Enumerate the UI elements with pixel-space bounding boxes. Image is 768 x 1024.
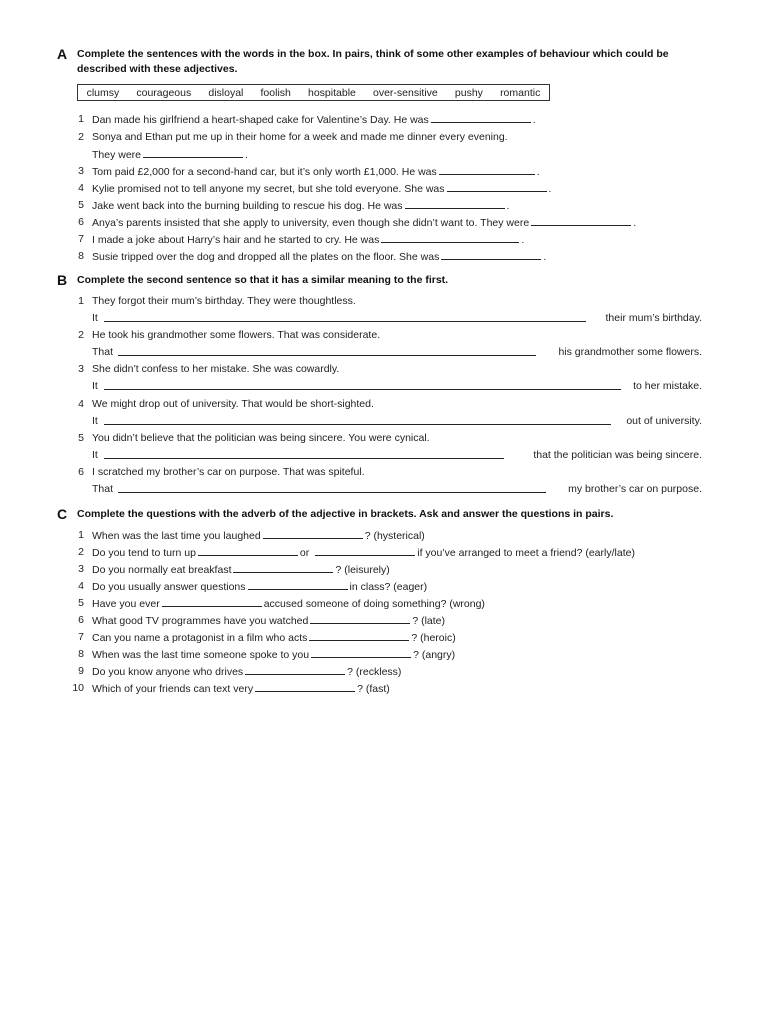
b-item-5-answer (0, 447, 768, 463)
answer-blank[interactable] (198, 544, 298, 556)
item-end: . (548, 183, 552, 195)
item-end: . (633, 217, 637, 229)
item-hint: ? (fast) (357, 683, 390, 695)
item-end: . (536, 166, 540, 178)
item-number: 6 (78, 614, 84, 626)
item-number: 1 (78, 529, 84, 541)
answer-lead: That (92, 483, 114, 495)
item-text: Which of your friends can text very (92, 683, 254, 695)
item-number: 2 (78, 131, 84, 143)
item-end: . (543, 251, 547, 263)
answer-blank[interactable] (263, 527, 363, 539)
answer-lead: It (92, 449, 98, 461)
word: over-sensitive (373, 86, 438, 99)
c-item-7 (0, 629, 768, 645)
c-item-10 (0, 680, 768, 696)
answer-blank[interactable] (447, 180, 547, 192)
section-a-instruction: Complete the sentences with the words in the box. In pairs, think of some other examples of behaviour which could be described with these adjectives. (77, 48, 669, 75)
item-hint: if you’ve arranged to meet a friend? (early/late) (417, 547, 635, 559)
item-number: 9 (78, 665, 84, 677)
answer-line[interactable] (104, 447, 504, 459)
a-item-2 (0, 129, 768, 145)
answer-blank[interactable] (315, 544, 415, 556)
item-prompt: We might drop out of university. That would be short-sighted. (92, 398, 374, 410)
b-item-4-answer (0, 413, 768, 429)
answer-lead: It (92, 415, 98, 427)
item-number: 5 (78, 597, 84, 609)
a-item-3 (0, 163, 768, 179)
item-number: 5 (78, 199, 84, 211)
item-text: They were (92, 149, 142, 161)
answer-line[interactable] (118, 481, 546, 493)
item-number: 7 (78, 233, 84, 245)
item-hint: ? (leisurely) (335, 564, 390, 576)
item-text: Do you usually answer questions (92, 581, 246, 593)
item-text: Do you know anyone who drives (92, 666, 244, 678)
answer-tail: to her mistake. (633, 380, 702, 392)
item-number: 1 (78, 113, 84, 125)
b-item-1-answer (0, 310, 768, 326)
answer-lead: It (92, 380, 98, 392)
item-text: Anya’s parents insisted that she apply to university, even though she didn’t want to. They were (92, 217, 530, 229)
answer-blank[interactable] (245, 663, 345, 675)
answer-line[interactable] (118, 344, 536, 356)
b-item-3-answer (0, 378, 768, 394)
answer-tail: that the politician was being sincere. (533, 449, 702, 461)
answer-tail: their mum’s birthday. (605, 312, 702, 324)
item-number: 3 (78, 165, 84, 177)
b-item-2-answer (0, 344, 768, 360)
item-hint: ? (angry) (413, 649, 456, 661)
item-number: 4 (78, 182, 84, 194)
word: foolish (260, 86, 291, 99)
answer-lead: It (92, 312, 98, 324)
b-item-6 (0, 464, 768, 480)
answer-tail: his grandmother some flowers. (558, 346, 702, 358)
answer-blank[interactable] (310, 612, 410, 624)
item-end: . (245, 149, 248, 161)
section-c-letter: C (57, 506, 68, 522)
answer-lead: That (92, 346, 114, 358)
c-item-2 (0, 544, 768, 560)
c-item-6 (0, 612, 768, 628)
answer-blank[interactable] (233, 561, 333, 573)
answer-tail: out of university. (626, 415, 702, 427)
word: romantic (500, 86, 541, 99)
item-end: . (532, 114, 536, 126)
item-text: Kylie promised not to tell anyone my secret, but she told everyone. She was (92, 183, 445, 195)
item-text: Susie tripped over the dog and dropped all the plates on the floor. She was (92, 251, 440, 263)
item-number: 5 (78, 432, 84, 444)
item-number: 10 (72, 682, 84, 694)
word: courageous (136, 86, 192, 99)
item-number: 2 (78, 546, 84, 558)
answer-blank[interactable] (405, 197, 505, 209)
a-item-1 (0, 111, 768, 127)
item-number: 4 (78, 580, 84, 592)
c-item-9 (0, 663, 768, 679)
item-end: . (521, 234, 525, 246)
answer-blank[interactable] (143, 146, 243, 158)
item-end: . (506, 200, 510, 212)
item-text: Can you name a protagonist in a film who acts (92, 632, 308, 644)
item-text: Do you normally eat breakfast (92, 564, 232, 576)
item-text-or: or (299, 547, 310, 559)
answer-blank[interactable] (431, 111, 531, 123)
item-number: 3 (78, 363, 84, 375)
item-number: 6 (78, 466, 84, 478)
item-hint: ? (hysterical) (364, 530, 425, 542)
section-b-letter: B (57, 272, 68, 288)
item-text: When was the last time someone spoke to you (92, 649, 310, 661)
answer-blank[interactable] (309, 629, 409, 641)
word-box (77, 84, 550, 101)
answer-blank[interactable] (531, 214, 631, 226)
item-text: Jake went back into the burning building to rescue his dog. He was (92, 200, 403, 212)
c-item-5 (0, 595, 768, 611)
answer-line[interactable] (104, 310, 586, 322)
item-number: 8 (78, 250, 84, 262)
item-prompt: She didn’t confess to her mistake. She was cowardly. (92, 363, 340, 375)
item-text: Have you ever (92, 598, 160, 610)
a-item-7 (0, 231, 768, 247)
c-item-3 (0, 561, 768, 577)
a-item-4 (0, 180, 768, 196)
answer-blank[interactable] (162, 595, 262, 607)
answer-line[interactable] (104, 378, 621, 390)
word: clumsy (86, 86, 120, 99)
b-item-3 (0, 361, 768, 377)
answer-blank[interactable] (255, 680, 355, 692)
item-hint: in class? (eager) (349, 581, 428, 593)
item-text: Do you tend to turn up (92, 547, 196, 559)
item-number: 4 (78, 398, 84, 410)
answer-tail: my brother’s car on purpose. (568, 483, 702, 495)
item-prompt: I scratched my brother’s car on purpose. That was spiteful. (92, 466, 365, 478)
item-text: Tom paid £2,000 for a second-hand car, but it’s only worth £1,000. He was (92, 166, 437, 178)
word: hospitable (308, 86, 356, 99)
answer-blank[interactable] (441, 248, 541, 260)
answer-line[interactable] (104, 413, 611, 425)
word: disloyal (208, 86, 244, 99)
item-number: 7 (78, 631, 84, 643)
b-item-2 (0, 327, 768, 343)
item-number: 8 (78, 648, 84, 660)
b-item-5 (0, 430, 768, 446)
b-item-1 (0, 293, 768, 309)
item-hint: ? (heroic) (411, 632, 456, 644)
a-item-8 (0, 248, 768, 264)
a-item-5 (0, 197, 768, 213)
item-number: 2 (78, 329, 84, 341)
item-prompt: You didn’t believe that the politician was being sincere. You were cynical. (92, 432, 430, 444)
item-prompt: They forgot their mum’s birthday. They were thoughtless. (92, 295, 356, 307)
item-number: 6 (78, 216, 84, 228)
section-c-instruction: Complete the questions with the adverb of the adjective in brackets. Ask and answer the questions in pairs. (77, 508, 614, 520)
answer-blank[interactable] (439, 163, 535, 175)
a-item-6 (0, 214, 768, 230)
section-a-letter: A (57, 46, 68, 62)
answer-blank[interactable] (248, 578, 348, 590)
b-item-4 (0, 396, 768, 412)
c-item-8 (0, 646, 768, 662)
c-item-4 (0, 578, 768, 594)
item-text: Dan made his girlfriend a heart-shaped cake for Valentine’s Day. He was (92, 114, 429, 126)
section-b-instruction: Complete the second sentence so that it has a similar meaning to the first. (77, 274, 449, 286)
item-number: 1 (78, 295, 84, 307)
item-text: What good TV programmes have you watched (92, 615, 309, 627)
answer-blank[interactable] (381, 231, 519, 243)
answer-blank[interactable] (311, 646, 411, 658)
item-text: When was the last time you laughed (92, 530, 261, 542)
c-item-1 (0, 527, 768, 543)
item-prompt: He took his grandmother some flowers. That was considerate. (92, 329, 381, 341)
b-item-6-answer (0, 481, 768, 497)
item-text: Sonya and Ethan put me up in their home for a week and made me dinner every evening. (92, 131, 508, 143)
item-hint: ? (reckless) (347, 666, 402, 678)
word: pushy (454, 86, 483, 99)
a-item-2-cont (0, 146, 768, 162)
item-text: I made a joke about Harry’s hair and he started to cry. He was (92, 234, 380, 246)
item-hint: ? (late) (412, 615, 446, 627)
item-number: 3 (78, 563, 84, 575)
item-hint: accused someone of doing something? (wrong) (263, 598, 485, 610)
